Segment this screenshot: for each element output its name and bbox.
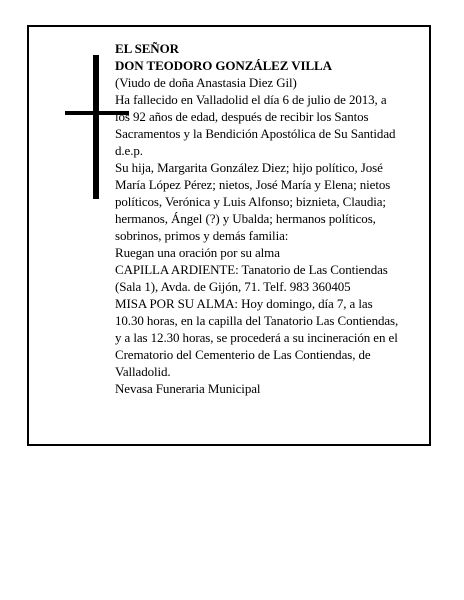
- notice-line: los 92 años de edad, después de recibir los Santos: [115, 109, 369, 124]
- notice-line: Nevasa Funeraria Municipal: [115, 381, 261, 396]
- notice-line: Ruegan una oración por su alma: [115, 245, 280, 260]
- notice-line: Crematorio del Cementerio de Las Contiendas, de: [115, 347, 371, 362]
- notice-line: MISA POR SU ALMA: Hoy domingo, día 7, a las: [115, 296, 373, 311]
- notice-line: Sacramentos y la Bendición Apostólica de Su Santidad: [115, 126, 396, 141]
- notice-line: Su hija, Margarita González Diez; hijo político, José: [115, 160, 383, 175]
- notice-line: y a las 12.30 horas, se procederá a su incineración en el: [115, 330, 398, 345]
- notice-line: María López Pérez; nietos, José María y Elena; nietos: [115, 177, 391, 192]
- notice-line: sobrinos, primos y demás familia:: [115, 228, 289, 243]
- notice-line: (Sala 1), Avda. de Gijón, 71. Telf. 983 360405: [115, 279, 351, 294]
- cross-vertical-bar: [93, 55, 99, 199]
- notice-heading-name: DON TEODORO GONZÁLEZ VILLA: [115, 58, 332, 73]
- notice-line: d.e.p.: [115, 143, 143, 158]
- notice-line: (Viudo de doña Anastasia Diez Gil): [115, 75, 297, 90]
- notice-line: políticos, Verónica y Luis Alfonso; biznieta, Claudia;: [115, 194, 386, 209]
- notice-line: Valladolid.: [115, 364, 171, 379]
- notice-line: CAPILLA ARDIENTE: Tanatorio de Las Contiendas: [115, 262, 388, 277]
- notice-text: [115, 40, 425, 397]
- obituary-notice: [27, 25, 431, 446]
- notice-line: hermanos, Ángel (?) y Ubalda; hermanos políticos,: [115, 211, 376, 226]
- notice-heading-title: EL SEÑOR: [115, 41, 179, 56]
- notice-line: Ha fallecido en Valladolid el día 6 de julio de 2013, a: [115, 92, 387, 107]
- notice-line: 10.30 horas, en la capilla del Tanatorio Las Contiendas,: [115, 313, 399, 328]
